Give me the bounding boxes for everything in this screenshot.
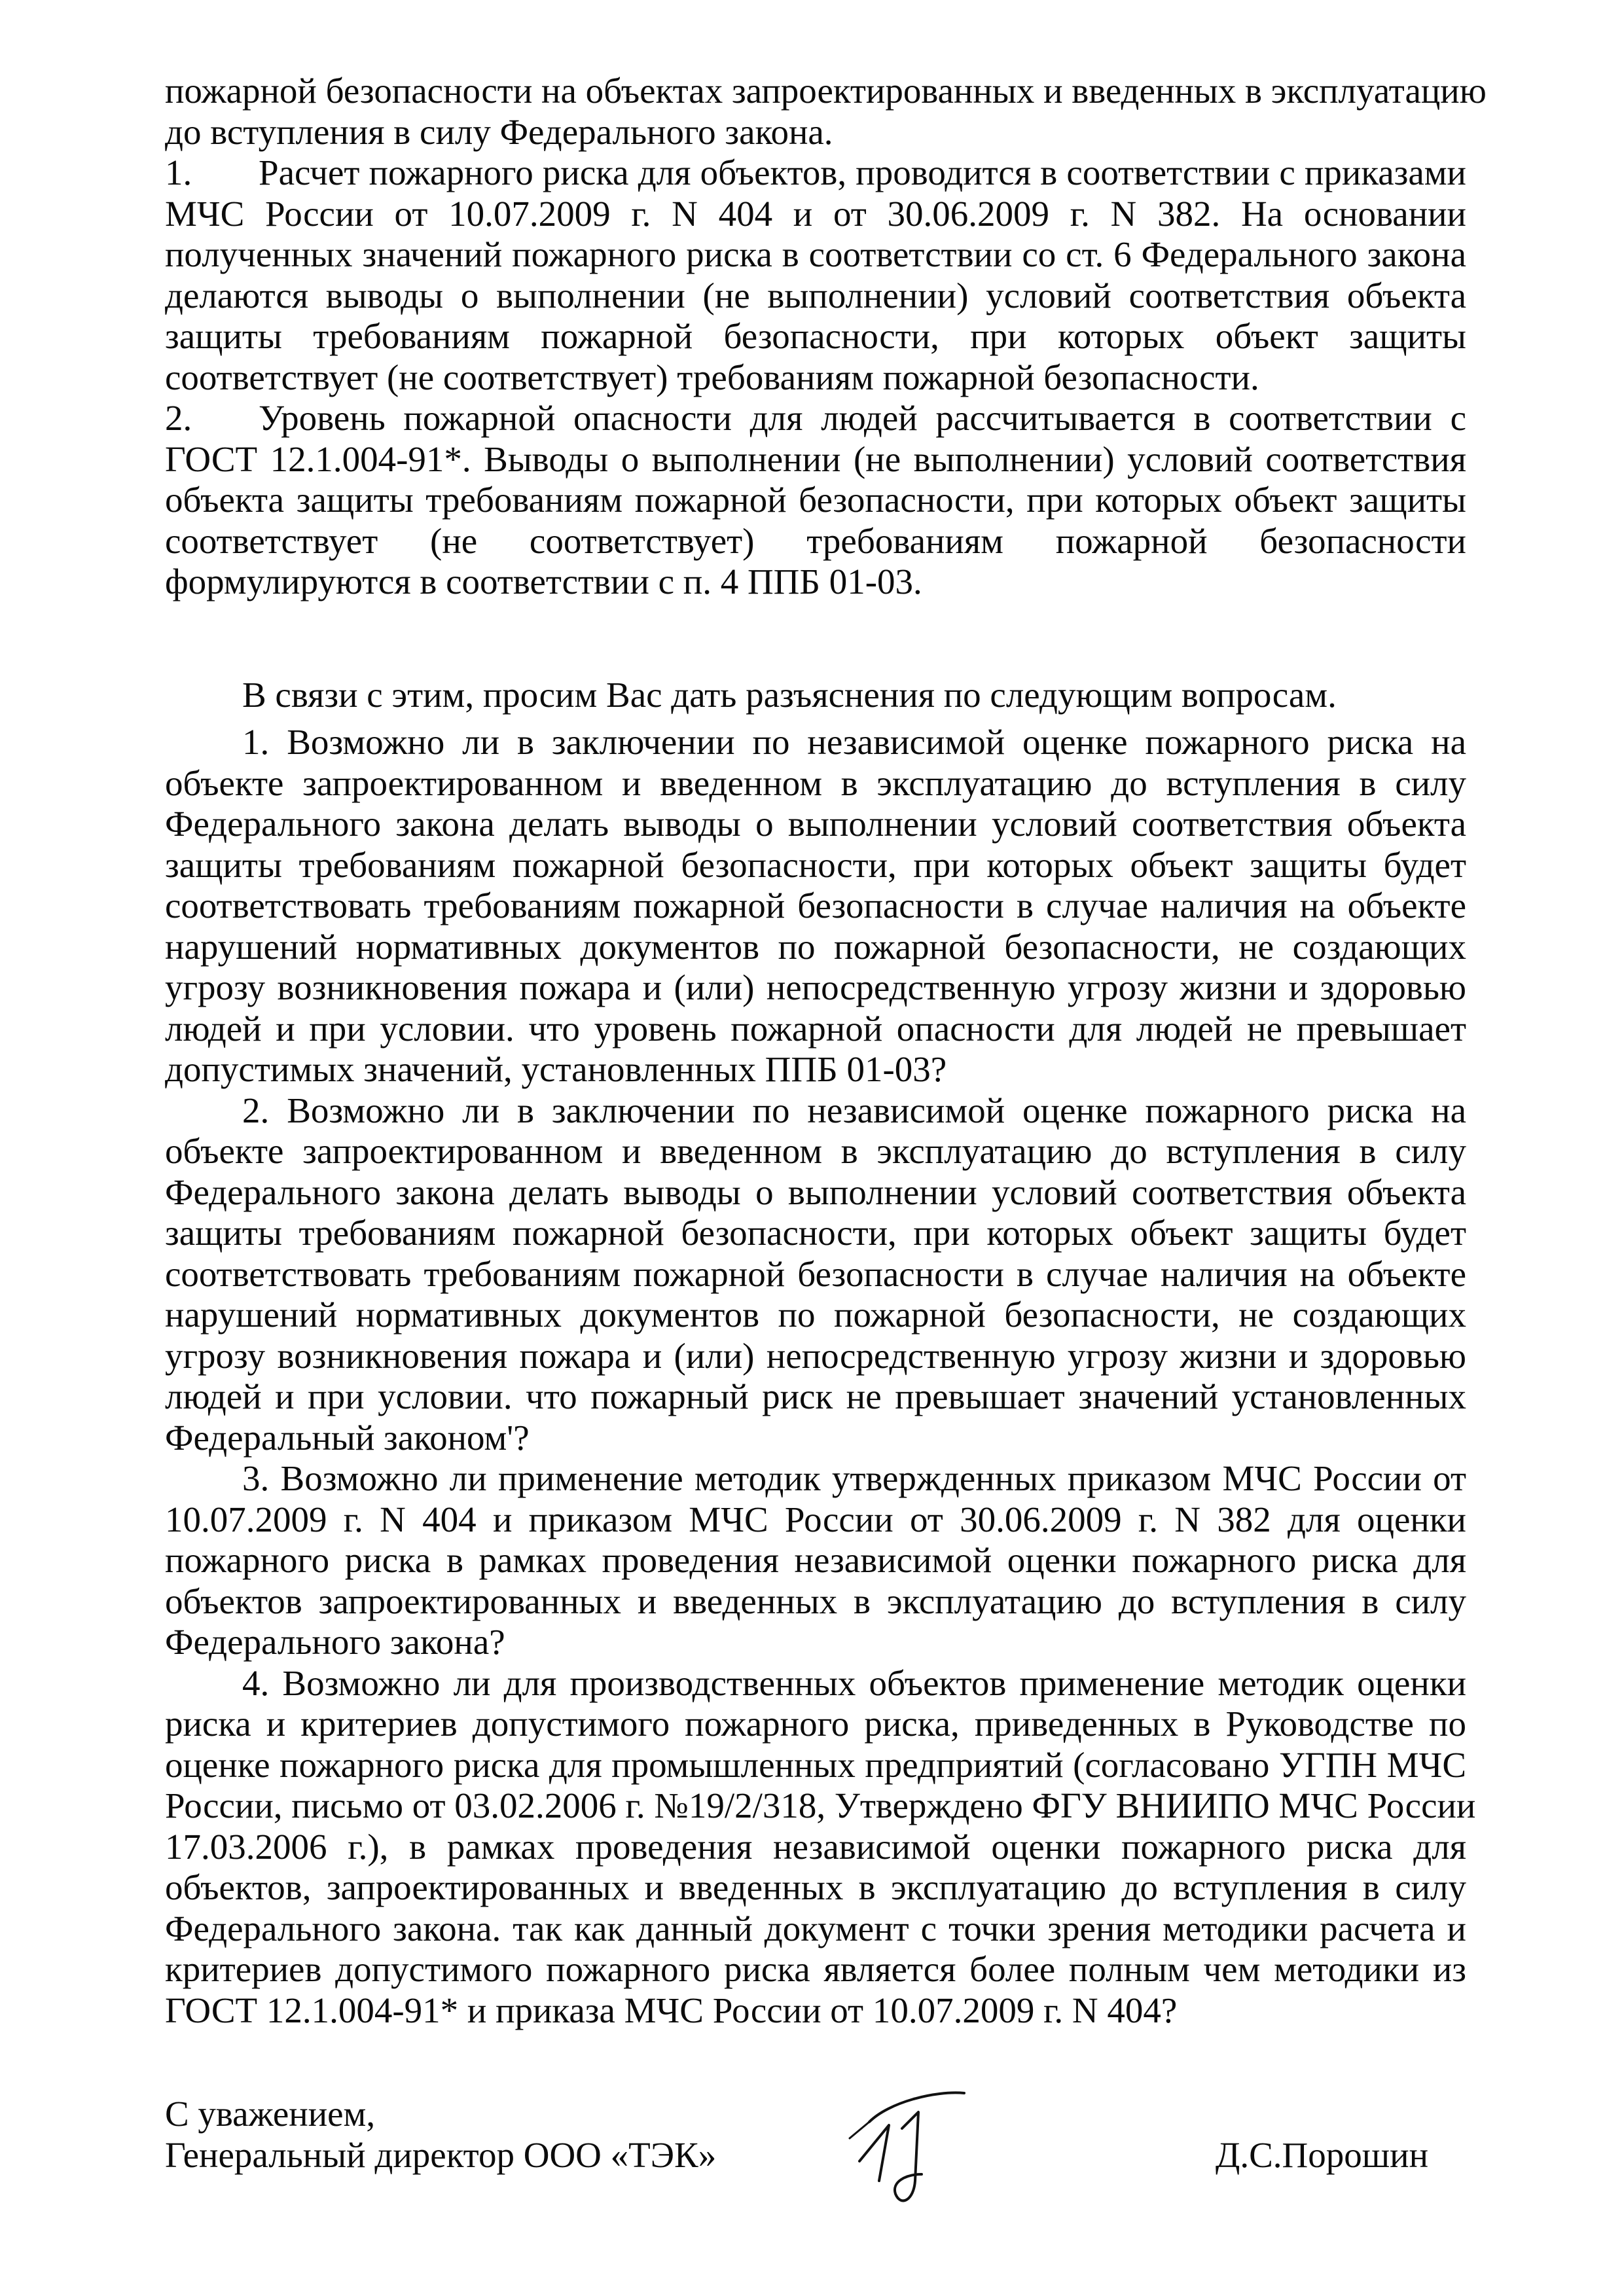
paragraph-spacer xyxy=(165,715,1466,722)
body-line: защиты требованиям пожарной безопасности, при которых объект защиты xyxy=(165,316,1466,356)
body-line: нарушений нормативных документов по пожарной безопасности, не создающих xyxy=(165,1295,1466,1335)
body-line: формулируются в соответствии с п. 4 ППБ 01-03. xyxy=(165,562,922,601)
item-number: 1. xyxy=(165,152,192,192)
body-line: соответствовать требованиям пожарной безопасности в случае наличия на объекте xyxy=(165,886,1466,925)
body-line: Федеральный законом'? xyxy=(165,1417,530,1458)
body-line: соответствует (не соответствует) требованиям пожарной безопасности. xyxy=(165,357,1259,397)
question-first-line: 1. Возможно ли в заключении по независимой оценке пожарного риска на xyxy=(242,722,1466,762)
handwritten-signature xyxy=(823,2076,987,2207)
body-line: соответствует (не соответствует) требованиям пожарной безопасности xyxy=(165,520,1466,561)
body-line: оценке пожарного риска для промышленных предприятий (согласовано УГПН МЧС xyxy=(165,1744,1466,1785)
body-line: России, письмо от 03.02.2006 г. №19/2/318, Утверждено ФГУ ВНИИПО МЧС России xyxy=(165,1785,1476,1825)
body-line: угрозу возникновения пожара и (или) непосредственную угрозу жизни и здоровью xyxy=(165,1335,1466,1376)
item-text: Уровень пожарной опасности для людей рассчитывается в соответствии с xyxy=(259,398,1466,438)
question-first-line: 4. Возможно ли для производственных объектов применение методик оценки xyxy=(242,1662,1466,1703)
body-line: критериев допустимого пожарного риска является более полным чем методики из xyxy=(165,1949,1466,1989)
body-line: защиты требованиям пожарной безопасности, при которых объект защиты будет xyxy=(165,844,1466,885)
body-line: объектов, запроектированных и введенных в эксплуатацию до вступления в силу xyxy=(165,1867,1466,1907)
body-line: угрозу возникновения пожара и (или) непосредственную угрозу жизни и здоровью xyxy=(165,967,1466,1007)
body-line: Федерального закона. так как данный документ с точки зрения методики расчета и xyxy=(165,1908,1466,1948)
body-line: объекте запроектированном и введенном в эксплуатацию до вступления в силу xyxy=(165,762,1466,803)
paragraph-spacer xyxy=(165,603,1466,675)
body-line: 10.07.2009 г. N 404 и приказом МЧС России от 30.06.2009 г. N 382 для оценки xyxy=(165,1499,1466,1539)
body-line: МЧС России от 10.07.2009 г. N 404 и от 30.06.2009 г. N 382. На основании xyxy=(165,193,1466,234)
body-line: Федерального закона делать выводы о выполнении условий соответствия объекта xyxy=(165,804,1466,844)
body-line: объектов запроектированных и введенных в эксплуатацию до вступления в силу xyxy=(165,1581,1466,1621)
body-line: делаются выводы о выполнении (не выполнении) условий соответствия объекта xyxy=(165,275,1466,315)
body-line: ГОСТ 12.1.004-91* и приказа МЧС России от 10.07.2009 г. N 404? xyxy=(165,1990,1178,2030)
numbered-item-first-line xyxy=(165,398,1466,439)
body-line: риска и критериев допустимого пожарного риска, приведенных в Руководстве по xyxy=(165,1704,1466,1744)
question-first-line: 3. Возможно ли применение методик утвержденных приказом МЧС России от xyxy=(242,1458,1466,1498)
body-line: нарушений нормативных документов по пожарной безопасности, не создающих xyxy=(165,926,1466,967)
body-line: соответствовать требованиям пожарной безопасности в случае наличия на объекте xyxy=(165,1253,1466,1294)
closing-regards: С уважением, xyxy=(165,2094,376,2134)
letter-page xyxy=(165,71,1487,2176)
body-line: людей и при условии. что уровень пожарной опасности для людей не превышает xyxy=(165,1008,1466,1049)
paragraph-spacer xyxy=(165,2031,1466,2094)
item-text: Расчет пожарного риска для объектов, проводится в соответствии с приказами xyxy=(259,152,1466,192)
body-line: полученных значений пожарного риска в соответствии со ст. 6 Федерального закона xyxy=(165,234,1466,274)
body-line: пожарной безопасности на объектах запроектированных и введенных в эксплуатацию xyxy=(165,71,1487,111)
item-number: 2. xyxy=(165,398,192,438)
body-line: объекта защиты требованиям пожарной безопасности, при которых объект защиты xyxy=(165,480,1466,520)
body-line: защиты требованиям пожарной безопасности, при которых объект защиты будет xyxy=(165,1213,1466,1253)
body-line: пожарного риска в рамках проведения независимой оценки пожарного риска для xyxy=(165,1540,1466,1580)
signature-row xyxy=(165,2135,1466,2176)
signer-name: Д.С.Порошин xyxy=(1215,2134,1428,2175)
body-line: ГОСТ 12.1.004-91*. Выводы о выполнении (не выполнении) условий соответствия xyxy=(165,439,1466,479)
body-line: допустимых значений, установленных ППБ 01-03? xyxy=(165,1049,947,1089)
body-line: Федерального закона делать выводы о выполнении условий соответствия объекта xyxy=(165,1172,1466,1212)
body-line: 17.03.2006 г.), в рамках проведения независимой оценки пожарного риска для xyxy=(165,1826,1466,1867)
body-line: Федерального закона? xyxy=(165,1622,505,1662)
intro-line: В связи с этим, просим Вас дать разъяснения по следующим вопросам. xyxy=(242,674,1337,715)
numbered-item-first-line xyxy=(165,152,1466,194)
body-line: до вступления в силу Федерального закона. xyxy=(165,111,833,152)
question-first-line: 2. Возможно ли в заключении по независимой оценке пожарного риска на xyxy=(242,1090,1466,1130)
signer-position: Генеральный директор ООО «ТЭК» xyxy=(165,2134,717,2175)
body-line: людей и при условии. что пожарный риск не превышает значений установленных xyxy=(165,1376,1466,1416)
body-line: объекте запроектированном и введенном в эксплуатацию до вступления в силу xyxy=(165,1131,1466,1171)
